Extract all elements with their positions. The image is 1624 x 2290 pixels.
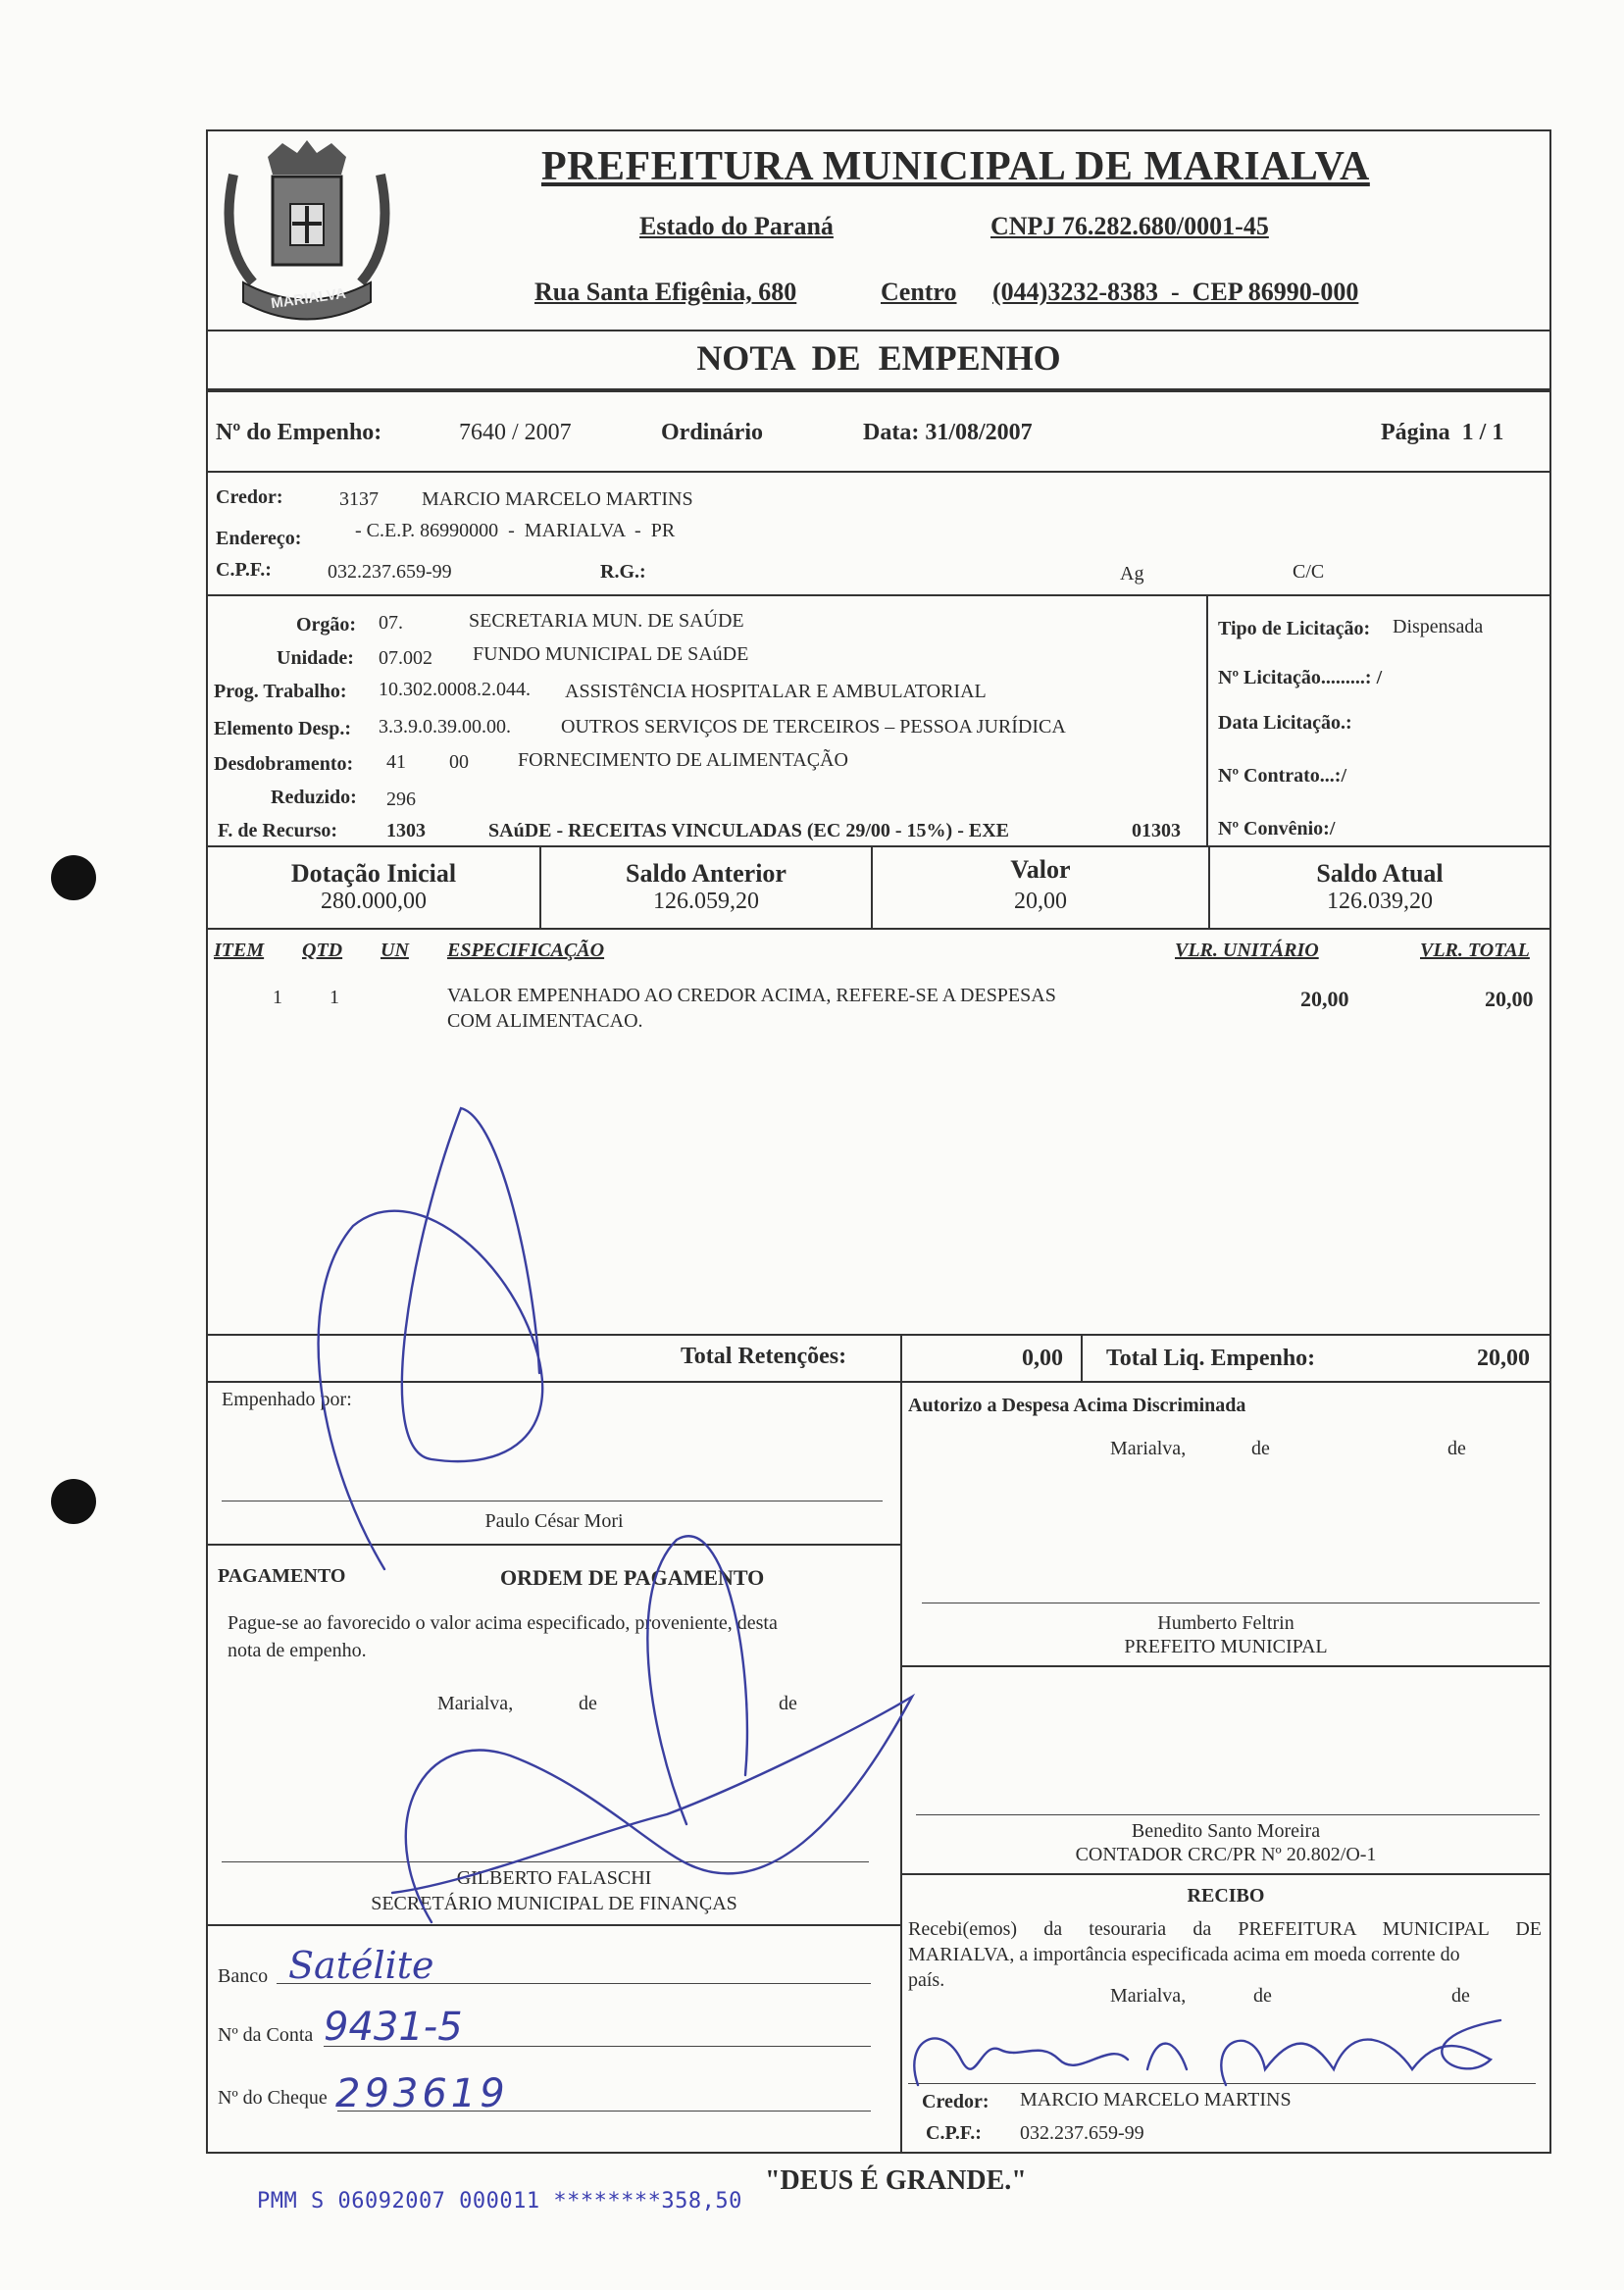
orgao-name: SECRETARIA MUN. DE SAÚDE [469,610,744,632]
prog-label: Prog. Trabalho: [214,681,347,702]
reduzido-value: 296 [386,789,416,810]
estado: Estado do Paraná [639,212,834,240]
prefeito-name: Humberto Feltrin [1157,1612,1294,1634]
dotacao-label: Dotação Inicial [290,859,457,888]
recurso-label: F. de Recurso: [218,820,338,841]
pagamento-text1: Pague-se ao favorecido o valor acima especificado, proveniente, desta [228,1612,778,1634]
cpf-value: 032.237.659-99 [328,561,452,583]
recurso-name: SAúDE - RECEITAS VINCULADAS (EC 29/00 - 15%) - EXE [488,820,1009,841]
saldo-atual-label: Saldo Atual [1316,859,1444,888]
empenhado-name: Paulo César Mori [484,1510,624,1532]
prog-code: 10.302.0008.2.044. [379,679,531,700]
unidade-code: 07.002 [379,647,432,669]
saldo-atual-value: 126.039,20 [1327,889,1433,914]
recurso-code2: 01303 [1132,820,1181,841]
dotacao-value: 280.000,00 [321,889,427,914]
valor-label: Valor [1010,855,1071,884]
pagamento-de1: de [579,1693,597,1714]
pagamento-label: PAGAMENTO [218,1565,346,1587]
page-number: Página 1 / 1 [1381,420,1504,445]
recibo-text3: país. [908,1969,945,1991]
numero-licitacao: Nº Licitação.........: / [1218,667,1383,688]
recibo-signature [914,2020,1500,2085]
unidade-label: Unidade: [277,647,354,669]
banco-label: Banco [218,1965,269,1987]
empenhado-label: Empenhado por: [222,1389,352,1410]
item-unit: 20,00 [1300,987,1349,1011]
saldo-anterior-label: Saldo Anterior [626,859,787,888]
tipo-licitacao-value: Dispensada [1393,616,1484,637]
prog-name: ASSISTêNCIA HOSPITALAR E AMBULATORIAL [565,681,987,702]
retencoes-label: Total Retenções: [681,1344,847,1369]
ordem-pagamento: ORDEM DE PAGAMENTO [500,1565,765,1590]
valor-value: 20,00 [1014,889,1067,914]
orgao-code: 07. [379,612,403,634]
recurso-code: 1303 [386,820,426,841]
conta-value: 9431-5 [324,2005,463,2050]
pagamento-de2: de [779,1693,797,1714]
rg-label: R.G.: [600,561,646,583]
desdobramento-name: FORNECIMENTO DE ALIMENTAÇÃO [518,749,848,771]
col-vlr-total: VLR. TOTAL [1420,940,1530,961]
secretario-role: SECRETÁRIO MUNICIPAL DE FINANÇAS [371,1893,737,1914]
desdobramento-code: 41 [386,751,406,773]
item-number: 1 [273,987,282,1008]
recibo-text1: Recebi(emos) da tesouraria da PREFEITURA MUNICIPAL DE [908,1918,1542,1940]
elemento-name: OUTROS SERVIÇOS DE TERCEIROS – PESSOA JURÍDICA [561,716,1066,738]
col-vlr-unit: VLR. UNITÁRIO [1175,940,1319,961]
recibo-credor-label: Credor: [922,2091,990,2112]
numero-contrato: Nº Contrato...:/ [1218,765,1347,787]
contador-name: Benedito Santo Moreira [1131,1820,1321,1842]
col-qtd: QTD [302,940,343,961]
elemento-code: 3.3.9.0.39.00.00. [379,716,511,738]
prefeito-role: PREFEITO MUNICIPAL [1124,1636,1328,1657]
item-total: 20,00 [1485,987,1534,1011]
recibo-credor-name: MARCIO MARCELO MARTINS [1020,2089,1292,2111]
pagamento-city: Marialva, [437,1693,514,1714]
motto: "DEUS É GRANDE." [765,2165,1027,2196]
secretario-name: GILBERTO FALASCHI [456,1867,652,1889]
conta-label: Nº da Conta [218,2024,314,2046]
pagamento-text2: nota de empenho. [228,1640,367,1661]
reduzido-label: Reduzido: [271,787,357,808]
recibo-label: RECIBO [1187,1885,1265,1907]
cnpj: CNPJ 76.282.680/0001-45 [990,212,1269,240]
cpf-label: C.P.F.: [216,559,272,581]
empenho-label: Nº do Empenho: [216,420,382,445]
pagamento-signature [392,1536,912,1922]
col-un: UN [381,940,409,961]
retencoes-value: 0,00 [1022,1346,1063,1371]
phone-cep: (044)3232-8383 - CEP 86990-000 [992,278,1359,306]
address: Rua Santa Efigênia, 680 [534,278,797,306]
autorizo-city: Marialva, [1110,1438,1187,1459]
orgao-label: Orgão: [296,614,357,636]
autorizo-label: Autorizo a Despesa Acima Discriminada [908,1395,1246,1416]
numero-convenio: Nº Convênio:/ [1218,818,1336,840]
desdobramento-label: Desdobramento: [214,753,354,775]
recibo-city: Marialva, [1110,1985,1187,2007]
col-espec: ESPECIFICAÇÃO [447,940,605,961]
endereco-value: - C.E.P. 86990000 - MARIALVA - PR [355,520,676,541]
cc-label: C/C [1293,561,1325,583]
item-espec-line2: COM ALIMENTACAO. [447,1010,643,1032]
empenhado-signature [319,1108,543,1569]
credor-name: MARCIO MARCELO MARTINS [422,488,693,510]
banco-value: Satélite [288,1944,434,1987]
recibo-cpf-label: C.P.F.: [926,2122,982,2144]
endereco-label: Endereço: [216,528,302,549]
credor-code: 3137 [339,488,379,510]
crest-banner-text: MARIALVA [270,284,347,313]
cheque-value: 293619 [335,2071,509,2116]
centro: Centro [881,278,957,306]
empenho-number: 7640 / 2007 [459,420,572,445]
unidade-name: FUNDO MUNICIPAL DE SAúDE [473,643,749,665]
item-qtd: 1 [330,987,339,1008]
liq-value: 20,00 [1477,1346,1530,1371]
elemento-label: Elemento Desp.: [214,718,351,739]
data-licitacao: Data Licitação.: [1218,712,1352,734]
empenho-date: Data: 31/08/2007 [863,420,1033,445]
desdobramento-sub: 00 [449,751,469,773]
saldo-anterior-value: 126.059,20 [653,889,759,914]
recibo-cpf-value: 032.237.659-99 [1020,2122,1144,2144]
recibo-de1: de [1253,1985,1272,2007]
autorizo-de2: de [1447,1438,1466,1459]
credor-label: Credor: [216,486,283,508]
recibo-de2: de [1451,1985,1470,2007]
contador-role: CONTADOR CRC/PR Nº 20.802/O-1 [1075,1844,1377,1865]
ag-label: Ag [1120,563,1144,585]
cheque-label: Nº do Cheque [218,2087,328,2109]
autorizo-de1: de [1251,1438,1270,1459]
item-espec-line1: VALOR EMPENHADO AO CREDOR ACIMA, REFERE-SE A DESPESAS [447,985,1056,1006]
recibo-text2: MARIALVA, a importância especificada acima em moeda corrente do [908,1944,1460,1965]
bank-stamp: PMM S 06092007 000011 ********358,50 [257,2189,742,2214]
tipo-licitacao-label: Tipo de Licitação: [1218,618,1371,639]
liq-label: Total Liq. Empenho: [1106,1346,1316,1371]
doc-title: NOTA DE EMPENHO [696,338,1061,378]
page-title: PREFEITURA MUNICIPAL DE MARIALVA [541,144,1370,189]
col-item: ITEM [214,940,265,961]
empenho-type: Ordinário [661,420,764,445]
